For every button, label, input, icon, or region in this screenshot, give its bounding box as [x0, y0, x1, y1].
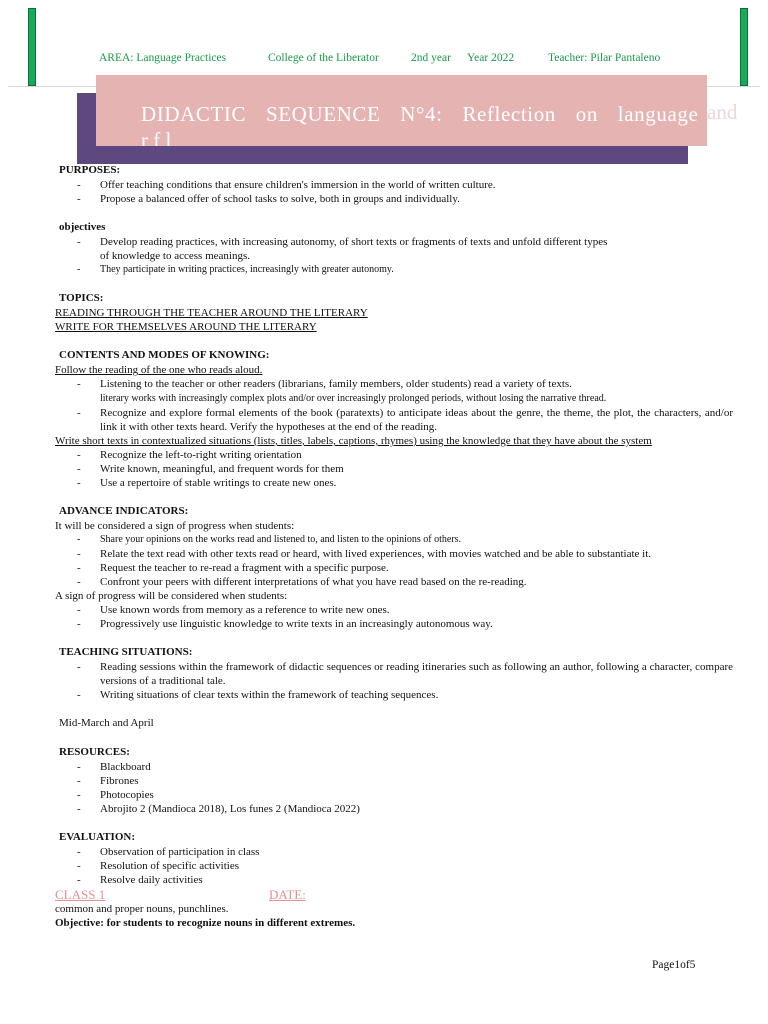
- page-title: DIDACTIC SEQUENCE N°4: Reflection on language: [141, 102, 699, 126]
- resources-list: [55, 760, 733, 816]
- purposes-heading: PURPOSES:: [59, 164, 121, 176]
- list-item: - Recognize the left-to-right writing orientation: [55, 448, 733, 462]
- purposes-list: [55, 178, 733, 206]
- indicators-intro-reading: It will be considered a sign of progress when students:: [55, 520, 295, 532]
- class-content: common and proper nouns, punchlines.: [55, 903, 229, 915]
- list-item: - They participate in writing practices, increasingly with greater autonomy.: [55, 263, 733, 277]
- list-item: - Offer teaching conditions that ensure children's immersion in the world of written culture.: [55, 178, 733, 192]
- list-item: - Observation of participation in class: [55, 845, 733, 859]
- page-title-cut-line: r f l: [141, 128, 172, 146]
- list-item: - Request the teacher to re-read a fragment with a specific purpose.: [55, 561, 733, 575]
- list-item: - Abrojito 2 (Mandioca 2018), Los funes 2 (Mandioca 2022): [55, 802, 733, 816]
- date-label: DATE:: [269, 887, 306, 902]
- evaluation-list: [55, 845, 733, 887]
- indicators-intro-writing: A sign of progress will be considered when students:: [55, 590, 288, 602]
- list-item-continuation: literary works with increasingly complex plots and/or over increasingly prolonged periods, without losing the narrative thread.: [100, 393, 607, 404]
- class-label: CLASS 1: [55, 887, 106, 902]
- list-item: - Writing situations of clear texts within the framework of teaching sequences.: [55, 688, 733, 702]
- list-item: - Use known words from memory as a reference to write new ones.: [55, 603, 733, 617]
- header-year-level: 2nd year: [411, 52, 451, 64]
- list-item: - Blackboard: [55, 760, 733, 774]
- objectives-heading: objectives: [59, 221, 106, 233]
- header-teacher: Teacher: Pilar Pantaleno: [548, 52, 661, 64]
- evaluation-heading: EVALUATION:: [59, 831, 135, 843]
- class-header: [55, 888, 733, 902]
- green-margin-bar-left: [28, 8, 36, 86]
- list-item: - Resolution of specific activities: [55, 859, 733, 873]
- teaching-heading: TEACHING SITUATIONS:: [59, 646, 193, 658]
- indicators-heading: ADVANCE INDICATORS:: [59, 505, 189, 517]
- title-banner: [96, 75, 707, 146]
- teaching-list: [55, 660, 733, 702]
- list-item: - Photocopies: [55, 788, 733, 802]
- list-item: - Share your opinions on the works read and listened to, and listen to the opinions of others.: [55, 533, 733, 547]
- contents-reading-list: [55, 377, 733, 434]
- contents-heading: CONTENTS AND MODES OF KNOWING:: [59, 349, 270, 361]
- indicators-writing-list: [55, 603, 733, 631]
- list-item: - Recognize and explore formal elements of the book (paratexts) to anticipate ideas about the genre, the theme, the plot, the characters, and/or link it with other texts heard. Verify the hypotheses at the end of the reading.: [55, 406, 733, 434]
- contents-subheading-reading: Follow the reading of the one who reads aloud.: [55, 364, 263, 376]
- topic-writing: WRITE FOR THEMSELVES AROUND THE LITERARY: [55, 321, 317, 333]
- list-item: - Reading sessions within the framework of didactic sequences or reading itineraries such as following an author, following a character, compare versions of a traditional tale.: [55, 660, 733, 688]
- topics-heading: TOPICS:: [59, 292, 104, 304]
- timing-line: Mid-March and April: [59, 717, 154, 729]
- green-margin-bar-right: [740, 8, 748, 86]
- list-item: - Progressively use linguistic knowledge to write texts in an increasingly autonomous way.: [55, 617, 733, 631]
- list-item: - Resolve daily activities: [55, 873, 733, 887]
- list-item: - Listening to the teacher or other readers (librarians, family members, older students) read a variety of texts. literary works with increasingly complex plots and/or over increasingly prolonged periods, without losing the narrative thread.: [55, 377, 733, 406]
- document-body: [55, 163, 733, 930]
- list-item: - Develop reading practices, with increasing autonomy, of short texts or fragments of texts and unfold different types of knowledge to access meanings.: [55, 235, 733, 263]
- topic-reading: READING THROUGH THE TEACHER AROUND THE LITERARY: [55, 307, 368, 319]
- page-number: Page1of5: [652, 959, 696, 971]
- list-item: - Relate the text read with other texts read or heard, with lived experiences, with movies watched and be able to substantiate it.: [55, 547, 733, 561]
- page-title-overflow: and: [707, 100, 738, 124]
- list-item: - Write known, meaningful, and frequent words for them: [55, 462, 733, 476]
- indicators-reading-list: [55, 533, 733, 589]
- objectives-list: [55, 235, 733, 277]
- header-area: AREA: Language Practices: [99, 52, 227, 64]
- class-objective: Objective: for students to recognize nouns in different extremes.: [55, 917, 356, 929]
- list-item: - Propose a balanced offer of school tasks to solve, both in groups and individually.: [55, 192, 733, 206]
- resources-heading: RESOURCES:: [59, 746, 130, 758]
- header-college: College of the Liberator: [268, 52, 379, 64]
- list-item: - Fibrones: [55, 774, 733, 788]
- list-item: - Use a repertoire of stable writings to create new ones.: [55, 476, 733, 490]
- list-item: - Confront your peers with different interpretations of what you have read based on the re-reading.: [55, 575, 733, 589]
- contents-subheading-writing: Write short texts in contextualized situations (lists, titles, labels, captions, rhymes) using the knowledge that they have about the system: [55, 435, 652, 447]
- header-year: Year 2022: [467, 52, 515, 64]
- contents-writing-list: [55, 448, 733, 490]
